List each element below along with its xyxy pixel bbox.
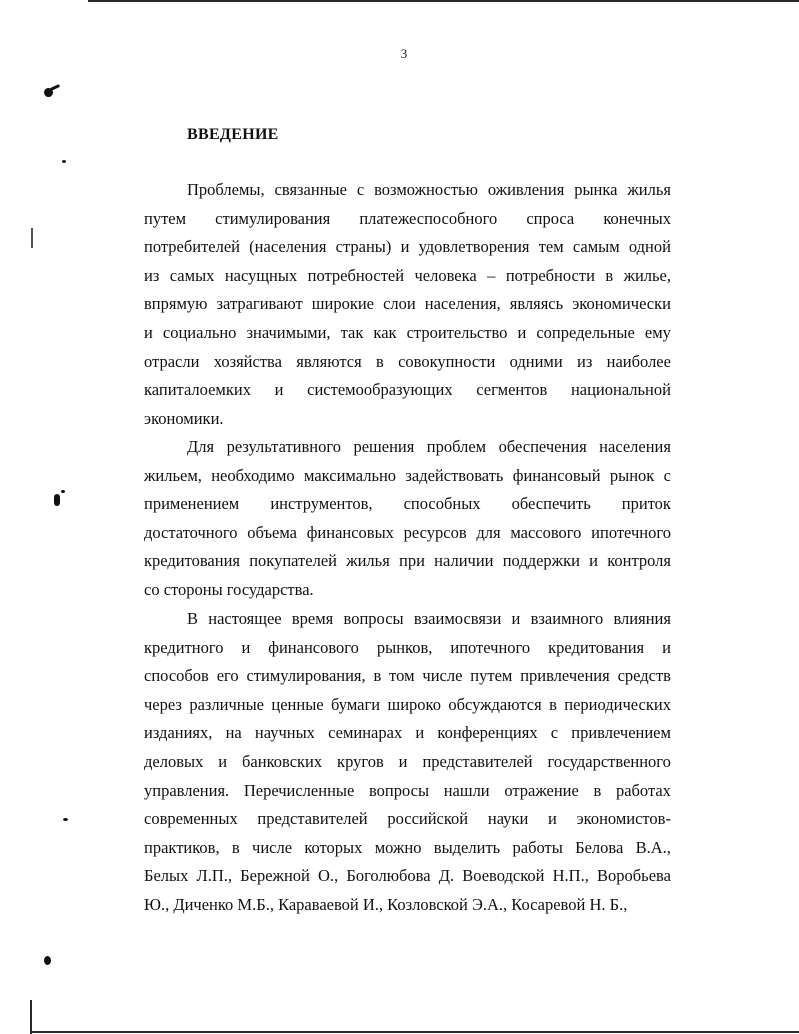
paragraph-line bbox=[144, 752, 671, 772]
paragraph-line bbox=[144, 352, 671, 372]
word: (населения bbox=[249, 237, 327, 257]
word: широкие bbox=[311, 294, 375, 314]
word: жилья bbox=[627, 180, 671, 199]
word: кредитования bbox=[144, 551, 240, 571]
word: затрагивают bbox=[216, 294, 303, 314]
word: совокупности bbox=[398, 351, 496, 371]
word: привлечением bbox=[571, 723, 671, 743]
word: самым bbox=[572, 237, 620, 257]
word: путем bbox=[144, 208, 187, 228]
paragraph-line: со стороны государства. bbox=[144, 580, 314, 599]
paragraph-line bbox=[144, 494, 671, 514]
word: обеспечить bbox=[511, 494, 591, 514]
scan-border-top bbox=[88, 0, 799, 2]
word: научных bbox=[254, 723, 315, 743]
word: удовлетворения bbox=[418, 237, 530, 257]
word: и bbox=[241, 637, 251, 657]
word: финансовый bbox=[512, 465, 601, 485]
word: являются bbox=[296, 351, 362, 371]
word: нашли bbox=[443, 780, 490, 800]
word: финансовых bbox=[306, 522, 394, 542]
word: Бережной bbox=[240, 866, 310, 886]
word: средств bbox=[617, 666, 671, 686]
word: жильем, bbox=[144, 465, 202, 485]
word: платежеспособного bbox=[359, 208, 498, 228]
word: хозяйства bbox=[213, 351, 282, 371]
word: семинарах bbox=[328, 723, 403, 743]
word: рынка bbox=[574, 180, 618, 199]
word: потребителей bbox=[144, 237, 240, 257]
page-number: 3 bbox=[400, 46, 408, 61]
word: с bbox=[356, 180, 365, 199]
paragraph-line bbox=[144, 237, 671, 257]
word: и bbox=[511, 609, 521, 628]
word: оживления bbox=[487, 180, 565, 199]
word: вопросы bbox=[368, 780, 430, 800]
word: Л.П., bbox=[196, 866, 233, 886]
word: страны) bbox=[335, 237, 392, 257]
word: числе bbox=[252, 837, 293, 857]
word: из bbox=[144, 265, 160, 285]
word: рынков, bbox=[376, 637, 433, 657]
word: социально bbox=[162, 323, 237, 342]
word: в bbox=[593, 780, 602, 800]
word: и bbox=[517, 323, 527, 342]
word: связанные bbox=[274, 180, 347, 199]
word: с bbox=[550, 723, 559, 743]
word: и bbox=[589, 551, 598, 571]
paragraph-line bbox=[144, 266, 671, 286]
word: и bbox=[548, 809, 557, 829]
word: можно bbox=[374, 837, 422, 857]
word: взаимосвязи bbox=[413, 609, 502, 628]
word: национальной bbox=[570, 380, 671, 400]
word: Проблемы, bbox=[187, 180, 265, 199]
paragraph-line bbox=[144, 638, 671, 658]
word: через bbox=[144, 694, 182, 714]
word: как bbox=[373, 323, 397, 342]
word: настоящее bbox=[208, 609, 282, 628]
word: Белова bbox=[575, 837, 624, 857]
word: банковских bbox=[242, 752, 323, 771]
word: и bbox=[274, 380, 284, 400]
word: достаточного bbox=[144, 522, 238, 542]
word: обсуждаются bbox=[448, 694, 542, 714]
word: в bbox=[605, 265, 614, 285]
word: современных bbox=[144, 809, 238, 829]
word: ценные bbox=[271, 694, 324, 714]
paragraph-line bbox=[144, 523, 671, 543]
word: при bbox=[399, 551, 425, 571]
word: изданиях, bbox=[144, 723, 213, 743]
word: конференциях bbox=[437, 723, 538, 743]
word: Д. bbox=[438, 866, 455, 886]
word: и bbox=[662, 637, 671, 657]
word: потребности bbox=[505, 265, 595, 285]
word: с bbox=[663, 465, 671, 485]
ink-speck bbox=[61, 490, 65, 493]
word: влияния bbox=[613, 609, 671, 628]
word: ипотечного bbox=[591, 522, 671, 542]
word: экономически bbox=[572, 294, 671, 314]
word: насущных bbox=[224, 265, 298, 285]
word: время bbox=[291, 609, 334, 628]
word: практиков, bbox=[144, 837, 220, 857]
word: которых bbox=[304, 837, 363, 857]
word: системообразующих bbox=[307, 380, 453, 400]
word: одними bbox=[509, 351, 563, 371]
word: максимально bbox=[304, 465, 397, 485]
paragraph-line bbox=[144, 838, 671, 858]
paragraph-line bbox=[144, 809, 671, 829]
word: возможностью bbox=[374, 180, 478, 199]
word: конечных bbox=[603, 208, 671, 228]
word: способов bbox=[144, 666, 209, 686]
word: рынок bbox=[609, 465, 655, 485]
word: в bbox=[373, 666, 382, 686]
word: являясь bbox=[509, 294, 564, 314]
word: тем bbox=[538, 237, 564, 257]
word: решения bbox=[353, 437, 415, 456]
word: Воробьева bbox=[597, 866, 671, 886]
word: потребностей bbox=[307, 265, 405, 285]
word: самых bbox=[169, 265, 215, 285]
word: для bbox=[476, 522, 501, 542]
word: различные bbox=[189, 694, 265, 714]
section-heading: ВВЕДЕНИЕ bbox=[187, 126, 279, 143]
word: Воеводской bbox=[462, 866, 545, 886]
paragraph-line bbox=[144, 866, 671, 886]
word: инструментов, bbox=[270, 494, 373, 514]
word: приток bbox=[621, 494, 671, 514]
word: науки bbox=[487, 809, 529, 829]
word: российской bbox=[387, 809, 469, 829]
word: капиталоемких bbox=[144, 380, 251, 400]
word: наличии bbox=[434, 551, 494, 571]
word: одной bbox=[628, 237, 671, 257]
word: и bbox=[218, 752, 228, 771]
word: привлечения bbox=[520, 666, 610, 686]
paragraph-line bbox=[144, 551, 671, 571]
word: работах bbox=[615, 780, 671, 800]
word: необходимо bbox=[211, 465, 295, 485]
word: – bbox=[487, 265, 496, 285]
paragraph-line bbox=[144, 323, 671, 343]
word: Для bbox=[187, 437, 215, 456]
ink-speck bbox=[62, 160, 66, 163]
word: сегментов bbox=[476, 380, 548, 400]
word: кругов bbox=[337, 752, 384, 771]
ink-blot bbox=[54, 494, 60, 506]
word: кредитования bbox=[548, 637, 645, 657]
paragraph-line bbox=[144, 695, 671, 715]
word: применением bbox=[144, 494, 240, 514]
word: и bbox=[415, 723, 425, 743]
paragraph-line bbox=[144, 466, 671, 486]
word: сопредельные bbox=[536, 323, 635, 342]
paragraph-line bbox=[144, 380, 671, 400]
word: управления. bbox=[144, 780, 230, 800]
word: отражение bbox=[504, 780, 579, 800]
word: поддержки bbox=[502, 551, 580, 571]
word: числе bbox=[422, 666, 463, 686]
word: Н.П., bbox=[552, 866, 589, 886]
word: жилье, bbox=[623, 265, 671, 285]
word: ресурсов bbox=[403, 522, 467, 542]
word: путем bbox=[470, 666, 513, 686]
word: обеспечения bbox=[498, 437, 587, 456]
word: стимулирования, bbox=[246, 666, 366, 686]
word: деловых bbox=[144, 752, 204, 771]
scan-border-bottom bbox=[30, 1031, 799, 1033]
word: стимулирования bbox=[215, 208, 331, 228]
word: на bbox=[225, 723, 242, 743]
word: бумаги bbox=[331, 694, 381, 714]
word: из bbox=[577, 351, 593, 371]
word: контроля bbox=[607, 551, 671, 571]
word: Боголюбова bbox=[346, 866, 431, 886]
paragraph-line bbox=[144, 723, 671, 743]
word: и bbox=[400, 237, 410, 257]
word: в bbox=[375, 351, 384, 371]
scan-border-left bbox=[30, 1000, 32, 1034]
paragraph-line bbox=[187, 609, 671, 629]
word: так bbox=[340, 323, 364, 342]
word: финансового bbox=[268, 637, 359, 657]
word: строительство bbox=[406, 323, 508, 342]
word: широко bbox=[387, 694, 441, 714]
word: в bbox=[549, 694, 557, 714]
word: впрямую bbox=[144, 294, 208, 314]
word: покупателей bbox=[249, 551, 337, 571]
word: Белых bbox=[144, 866, 189, 886]
word: работы bbox=[512, 837, 563, 857]
word: и bbox=[144, 323, 153, 342]
word: спроса bbox=[526, 208, 575, 228]
word: населения, bbox=[424, 294, 501, 314]
word: вопросы bbox=[343, 609, 404, 628]
word: О., bbox=[318, 866, 339, 886]
paragraph-line: экономики. bbox=[144, 408, 224, 428]
paragraph-line bbox=[144, 666, 671, 686]
paragraph-line bbox=[144, 209, 671, 229]
word: В bbox=[187, 609, 199, 628]
word: кредитного bbox=[144, 637, 224, 657]
word: человека bbox=[414, 265, 477, 285]
ink-blot bbox=[44, 956, 51, 965]
paragraph-line bbox=[144, 294, 671, 314]
word: результативного bbox=[226, 437, 341, 456]
ink-blot bbox=[50, 84, 60, 91]
word: периодических bbox=[564, 694, 671, 714]
word: в bbox=[231, 837, 240, 857]
ink-speck bbox=[63, 818, 68, 821]
word: и bbox=[398, 752, 408, 771]
word: представителей bbox=[257, 809, 368, 829]
word: способных bbox=[403, 494, 481, 514]
word: наиболее bbox=[606, 351, 671, 371]
word: государственного bbox=[547, 752, 671, 771]
word: том bbox=[389, 666, 415, 686]
word: массового bbox=[510, 522, 582, 542]
word: населения bbox=[599, 437, 671, 456]
paragraph-line bbox=[187, 180, 671, 200]
paragraph-line: Ю., Диченко М.Б., Караваевой И., Козловской Э.А., Косаревой Н. Б., bbox=[144, 895, 628, 914]
word: экономистов- bbox=[576, 809, 671, 829]
paragraph-line bbox=[187, 437, 671, 457]
margin-mark bbox=[31, 228, 33, 248]
word: ему bbox=[644, 323, 671, 342]
word: ипотечного bbox=[450, 637, 531, 657]
word: отрасли bbox=[144, 351, 200, 371]
word: объема bbox=[247, 522, 297, 542]
word: В.А., bbox=[635, 837, 671, 857]
word: выделить bbox=[433, 837, 501, 857]
word: слои bbox=[383, 294, 416, 314]
word: задействовать bbox=[405, 465, 504, 485]
word: жилья bbox=[346, 551, 390, 571]
paragraph-line bbox=[144, 781, 671, 801]
word: проблем bbox=[426, 437, 487, 456]
word: представителей bbox=[422, 752, 533, 771]
word: значимыми, bbox=[246, 323, 331, 342]
word: его bbox=[216, 666, 239, 686]
word: взаимного bbox=[530, 609, 604, 628]
word: Перечисленные bbox=[243, 780, 355, 800]
